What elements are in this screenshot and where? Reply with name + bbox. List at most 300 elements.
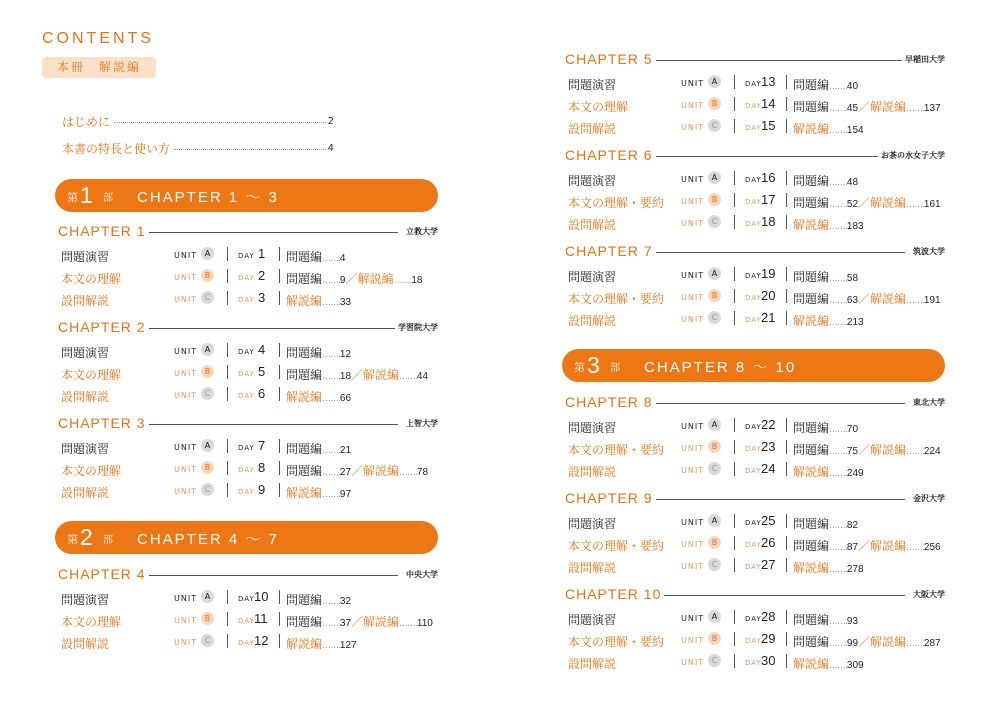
lesson-row[interactable]	[568, 73, 945, 95]
page-number: 278	[846, 564, 864, 575]
unit-label: UNIT	[681, 562, 705, 571]
page-number: 154	[846, 125, 864, 136]
page-ref[interactable]	[793, 76, 858, 93]
chapter-title[interactable]: CHAPTER 3	[58, 415, 149, 431]
lesson-row[interactable]	[568, 512, 945, 534]
page-ref[interactable]	[286, 635, 357, 652]
chapter-heading	[565, 490, 945, 510]
day-label: DAY	[745, 294, 762, 302]
lesson-row[interactable]	[568, 213, 945, 235]
page-ref-label: 解説編	[870, 539, 907, 553]
lesson-task: 設問解説	[61, 637, 110, 651]
day-number: 30	[761, 653, 776, 668]
page-ref[interactable]	[286, 292, 351, 309]
divider	[279, 291, 280, 305]
chapter-block	[565, 490, 945, 580]
lesson-row[interactable]	[568, 630, 945, 652]
page-number: 287	[923, 638, 941, 649]
page-ref[interactable]	[793, 312, 864, 329]
chapter-rule	[625, 60, 905, 61]
day-number: 26	[761, 535, 776, 550]
chapter-rule	[118, 232, 398, 233]
unit-label: UNIT	[174, 616, 198, 625]
dot-leader: …….	[322, 641, 340, 651]
day-label: DAY	[745, 445, 762, 453]
page-ref[interactable]	[286, 591, 351, 608]
unit-letter-badge: C	[201, 634, 214, 647]
lesson-task: 問題演習	[61, 346, 110, 360]
divider	[734, 311, 735, 325]
page-ref[interactable]	[793, 172, 858, 189]
dot-leader: …….	[829, 222, 847, 232]
divider	[786, 632, 787, 646]
university-name: お茶の水女子大学	[878, 150, 945, 161]
chapter-rule	[625, 499, 905, 500]
chapter-heading	[565, 394, 945, 414]
lesson-task: 設問解説	[61, 294, 110, 308]
page-ref[interactable]	[286, 462, 428, 479]
page-ref[interactable]	[286, 248, 345, 265]
page-ref[interactable]	[793, 290, 941, 307]
page-number: 40	[846, 81, 859, 92]
toc-entry[interactable]	[62, 139, 334, 157]
page-number: 82	[846, 520, 859, 531]
divider	[227, 612, 228, 626]
university-name: 東北大学	[910, 397, 945, 408]
dot-leader: …….	[829, 318, 847, 328]
lesson-task: 本文の理解	[61, 272, 122, 286]
divider	[734, 440, 735, 454]
lesson-row[interactable]	[61, 437, 438, 459]
divider	[227, 247, 228, 261]
unit-label: UNIT	[174, 594, 198, 603]
day-label: DAY	[745, 176, 762, 184]
chapter-block	[58, 566, 438, 656]
chapter-heading	[58, 223, 438, 243]
divider	[279, 439, 280, 453]
lesson-row[interactable]	[568, 556, 945, 578]
unit-label: UNIT	[681, 614, 705, 623]
page-number: 63	[846, 295, 859, 306]
lesson-row[interactable]	[61, 632, 438, 654]
day-number: 6	[258, 386, 266, 401]
page-ref[interactable]	[286, 366, 428, 383]
divider	[734, 267, 735, 281]
day-label: DAY	[238, 617, 255, 625]
lesson-row[interactable]	[61, 385, 438, 407]
unit-letter-badge: C	[708, 558, 721, 571]
day-label: DAY	[745, 80, 762, 88]
lesson-row[interactable]	[568, 652, 945, 674]
page-ref[interactable]	[793, 268, 858, 285]
lesson-task: 設問解説	[568, 218, 617, 232]
page-number: 110	[416, 618, 433, 629]
page-number: 183	[846, 221, 864, 232]
part-banner-2[interactable]	[55, 521, 438, 554]
page-ref-label: 解説編	[870, 443, 907, 457]
lesson-row[interactable]	[61, 588, 438, 610]
page-ref-label: 問題編	[793, 517, 830, 531]
page-number: 224	[923, 446, 941, 457]
page-number: 97	[339, 489, 352, 500]
chapter-title[interactable]: CHAPTER 4	[58, 566, 149, 582]
divider	[279, 387, 280, 401]
lesson-task: 本文の理解・要約	[568, 635, 665, 649]
part-number: 3	[587, 352, 600, 378]
part-suffix: 部	[610, 363, 620, 374]
unit-label: UNIT	[174, 251, 198, 260]
page-ref-label: 解説編	[363, 615, 400, 629]
lesson-row[interactable]	[568, 265, 945, 287]
lesson-row[interactable]	[568, 438, 945, 460]
unit-label: UNIT	[681, 123, 705, 132]
page-ref[interactable]	[793, 633, 941, 650]
part-number: 2	[80, 524, 93, 550]
divider	[786, 440, 787, 454]
page-number: 12	[339, 349, 352, 360]
chapter-title[interactable]: CHAPTER 7	[565, 243, 656, 259]
page-number: 161	[923, 199, 941, 210]
lesson-row[interactable]	[61, 289, 438, 311]
day-number: 4	[258, 342, 266, 357]
unit-letter-badge: A	[708, 267, 721, 280]
day-label: DAY	[745, 519, 762, 527]
lesson-row[interactable]	[568, 95, 945, 117]
page-ref-label: 問題編	[286, 272, 323, 286]
unit-label: UNIT	[174, 273, 198, 282]
part-range: CHAPTER 1 ～ 3	[137, 189, 279, 206]
dot-leader	[174, 149, 326, 150]
chapter-rule	[625, 252, 905, 253]
page-ref[interactable]	[793, 515, 858, 532]
unit-letter-badge: B	[708, 97, 721, 110]
dot-leader: …….	[322, 597, 340, 607]
day-label: DAY	[745, 467, 762, 475]
page-ref[interactable]	[793, 419, 858, 436]
page-number: 78	[416, 467, 429, 478]
unit-label: UNIT	[681, 422, 705, 431]
page-number: 213	[846, 317, 864, 328]
part-banner-3[interactable]	[562, 349, 945, 382]
day-label: DAY	[238, 296, 255, 304]
dot-leader: …….	[322, 350, 340, 360]
day-number: 1	[258, 246, 266, 261]
page-ref[interactable]	[793, 611, 858, 628]
page-number: 99	[846, 638, 859, 649]
day-number: 20	[761, 288, 776, 303]
university-name: 大阪大学	[910, 589, 945, 600]
day-label: DAY	[238, 370, 255, 378]
chapter-title[interactable]: CHAPTER 2	[58, 319, 149, 335]
lesson-row[interactable]	[568, 416, 945, 438]
day-label: DAY	[238, 392, 255, 400]
part-prefix: 第	[574, 361, 585, 374]
page-number: 256	[923, 542, 941, 553]
day-label: DAY	[745, 124, 762, 132]
chapter-block	[565, 243, 945, 333]
day-label: DAY	[745, 637, 762, 645]
page-number: 66	[339, 393, 352, 404]
dot-leader: …….	[906, 543, 924, 553]
lesson-task: 本文の理解	[61, 615, 122, 629]
chapter-title[interactable]: CHAPTER 9	[565, 490, 656, 506]
unit-letter-badge: B	[708, 289, 721, 302]
day-label: DAY	[745, 272, 762, 280]
page-ref[interactable]	[793, 559, 864, 576]
dot-leader: …….	[322, 276, 340, 286]
chapter-title[interactable]: CHAPTER 5	[565, 51, 656, 67]
page-ref[interactable]	[793, 463, 864, 480]
university-name: 中央大学	[403, 569, 438, 580]
unit-letter-badge: A	[708, 171, 721, 184]
divider	[734, 654, 735, 668]
unit-label: UNIT	[681, 79, 705, 88]
chapter-title[interactable]: CHAPTER 6	[565, 147, 656, 163]
unit-letter-badge: C	[201, 387, 214, 400]
page-ref-label: 問題編	[286, 346, 323, 360]
day-number: 14	[761, 96, 776, 111]
lesson-task: 問題演習	[61, 442, 110, 456]
chapter-title[interactable]: CHAPTER 1	[58, 223, 149, 239]
page-ref[interactable]	[793, 98, 941, 115]
lesson-task: 設問解説	[568, 465, 617, 479]
dot-leader: …….	[829, 104, 847, 114]
divider	[734, 75, 735, 89]
page-number: 75	[846, 446, 859, 457]
unit-label: UNIT	[174, 465, 198, 474]
lesson-row[interactable]	[61, 610, 438, 632]
divider	[786, 289, 787, 303]
page-number: 93	[846, 616, 859, 627]
day-number: 18	[761, 214, 776, 229]
chapter-block	[565, 394, 945, 484]
chapter-title[interactable]: CHAPTER 8	[565, 394, 656, 410]
unit-letter-badge: B	[201, 365, 214, 378]
chapter-block	[58, 319, 438, 409]
page-ref-label: 問題編	[286, 464, 323, 478]
unit-label: UNIT	[681, 658, 705, 667]
day-number: 19	[761, 266, 776, 281]
page-ref[interactable]	[793, 194, 941, 211]
chapter-rule	[118, 328, 398, 329]
chapter-block	[58, 223, 438, 313]
divider	[227, 439, 228, 453]
page-ref[interactable]	[286, 613, 433, 630]
divider	[786, 97, 787, 111]
divider	[279, 365, 280, 379]
page-number: 32	[339, 596, 352, 607]
day-number: 22	[761, 417, 776, 432]
divider	[786, 171, 787, 185]
divider	[786, 193, 787, 207]
lesson-row[interactable]	[568, 460, 945, 482]
lesson-row[interactable]	[568, 117, 945, 139]
page-number: 137	[923, 103, 941, 114]
page-number: 249	[846, 468, 864, 479]
slash-separator: ／	[858, 443, 871, 457]
day-label: DAY	[238, 252, 255, 260]
page-ref[interactable]	[793, 537, 941, 554]
part-prefix: 第	[67, 533, 78, 546]
divider	[279, 483, 280, 497]
unit-letter-badge: B	[201, 461, 214, 474]
day-label: DAY	[745, 563, 762, 571]
lesson-task: 本文の理解・要約	[568, 443, 665, 457]
page-ref[interactable]	[793, 120, 864, 137]
divider	[279, 461, 280, 475]
dot-leader: …….	[322, 490, 340, 500]
day-label: DAY	[238, 274, 255, 282]
page-ref-label: 問題編	[793, 539, 830, 553]
divider	[227, 461, 228, 475]
page-ref-label: 解説編	[870, 635, 907, 649]
toc-entry-label: 本書の特長と使い方	[62, 141, 171, 156]
unit-letter-badge: A	[708, 514, 721, 527]
lesson-task: 設問解説	[568, 657, 617, 671]
lesson-row[interactable]	[568, 169, 945, 191]
day-number: 17	[761, 192, 776, 207]
unit-label: UNIT	[681, 466, 705, 475]
university-name: 学習院大学	[395, 322, 438, 333]
unit-label: UNIT	[174, 391, 198, 400]
page-ref-label: 問題編	[793, 174, 830, 188]
unit-label: UNIT	[681, 636, 705, 645]
day-label: DAY	[745, 615, 762, 623]
unit-label: UNIT	[174, 638, 198, 647]
divider	[279, 247, 280, 261]
page-number: 87	[846, 542, 859, 553]
page-ref[interactable]	[286, 388, 351, 405]
page-ref-label: 解説編	[793, 122, 830, 136]
chapter-block	[565, 147, 945, 237]
page-ref-label: 問題編	[286, 442, 323, 456]
day-number: 2	[258, 268, 266, 283]
university-name: 早稲田大学	[902, 54, 945, 65]
unit-letter-badge: A	[201, 247, 214, 260]
divider	[786, 610, 787, 624]
dot-leader: …….	[322, 446, 340, 456]
university-name: 上智大学	[403, 418, 438, 429]
dot-leader: …….	[906, 639, 924, 649]
divider	[786, 119, 787, 133]
divider	[786, 418, 787, 432]
unit-label: UNIT	[174, 347, 198, 356]
slash-separator: ／	[858, 539, 871, 553]
part-suffix: 部	[103, 535, 113, 546]
lesson-row[interactable]	[61, 341, 438, 363]
dot-leader: …….	[906, 200, 924, 210]
day-number: 8	[258, 460, 266, 475]
dot-leader: …….	[829, 661, 847, 671]
page-ref-label: 問題編	[793, 613, 830, 627]
page-ref-label: 解説編	[793, 218, 830, 232]
lesson-row[interactable]	[568, 534, 945, 556]
page-ref-label: 問題編	[286, 250, 323, 264]
divider	[786, 654, 787, 668]
dot-leader: …….	[829, 274, 847, 284]
page-number: 58	[846, 273, 859, 284]
toc-entry[interactable]	[62, 112, 334, 130]
divider	[279, 343, 280, 357]
lesson-task: 問題演習	[568, 78, 617, 92]
dot-leader: …….	[829, 296, 847, 306]
day-label: DAY	[238, 639, 255, 647]
page-ref[interactable]	[286, 484, 351, 501]
lesson-row[interactable]	[61, 245, 438, 267]
dot-leader: …….	[829, 200, 847, 210]
day-label: DAY	[238, 466, 255, 474]
lesson-row[interactable]	[61, 459, 438, 481]
page-number: 4	[339, 253, 346, 264]
page-ref[interactable]	[793, 441, 941, 458]
chapter-heading	[58, 566, 438, 586]
toc-entry-page: 4	[327, 142, 334, 154]
page-ref-label: 解説編	[870, 292, 907, 306]
university-name: 筑波大学	[910, 246, 945, 257]
dot-leader: …….	[829, 543, 847, 553]
page-ref-label: 問題編	[793, 635, 830, 649]
dot-leader: …….	[322, 254, 340, 264]
page-ref[interactable]	[793, 216, 864, 233]
page-ref-label: 解説編	[286, 390, 323, 404]
lesson-row[interactable]	[61, 363, 438, 385]
lesson-row[interactable]	[568, 309, 945, 331]
chapter-heading	[565, 586, 945, 606]
page-number: 37	[339, 618, 352, 629]
page-ref[interactable]	[793, 655, 864, 672]
divider	[734, 610, 735, 624]
slash-separator: ／	[858, 100, 871, 114]
dot-leader: …….	[322, 468, 340, 478]
dot-leader: …….	[906, 296, 924, 306]
lesson-task: 本文の理解・要約	[568, 292, 665, 306]
slash-separator: ／	[351, 464, 364, 478]
dot-leader: …….	[829, 447, 847, 457]
page-number: 33	[339, 297, 352, 308]
page-ref-label: 解説編	[793, 314, 830, 328]
chapter-title[interactable]: CHAPTER 10	[565, 586, 664, 602]
lesson-row[interactable]	[568, 608, 945, 630]
unit-letter-badge: A	[201, 439, 214, 452]
page-number: 70	[846, 424, 859, 435]
day-number: 15	[761, 118, 776, 133]
page-ref[interactable]	[286, 440, 351, 457]
day-label: DAY	[745, 541, 762, 549]
part-banner-1[interactable]	[55, 179, 438, 212]
day-number: 28	[761, 609, 776, 624]
page-number: 9	[339, 275, 346, 286]
unit-letter-badge: C	[708, 215, 721, 228]
lesson-row[interactable]	[61, 481, 438, 503]
lesson-row[interactable]	[568, 287, 945, 309]
lesson-row[interactable]	[568, 191, 945, 213]
divider	[734, 193, 735, 207]
page-ref[interactable]	[286, 344, 351, 361]
lesson-row[interactable]	[61, 267, 438, 289]
page-ref-label: 解説編	[363, 368, 400, 382]
divider	[279, 612, 280, 626]
divider	[227, 590, 228, 604]
chapter-block	[58, 415, 438, 505]
unit-letter-badge: C	[708, 311, 721, 324]
page-ref-label: 問題編	[793, 443, 830, 457]
page-ref-label: 問題編	[286, 593, 323, 607]
unit-label: UNIT	[681, 315, 705, 324]
unit-label: UNIT	[174, 487, 198, 496]
dot-leader: …….	[322, 619, 340, 629]
page-ref[interactable]	[286, 270, 422, 287]
page-number: 21	[339, 445, 352, 456]
